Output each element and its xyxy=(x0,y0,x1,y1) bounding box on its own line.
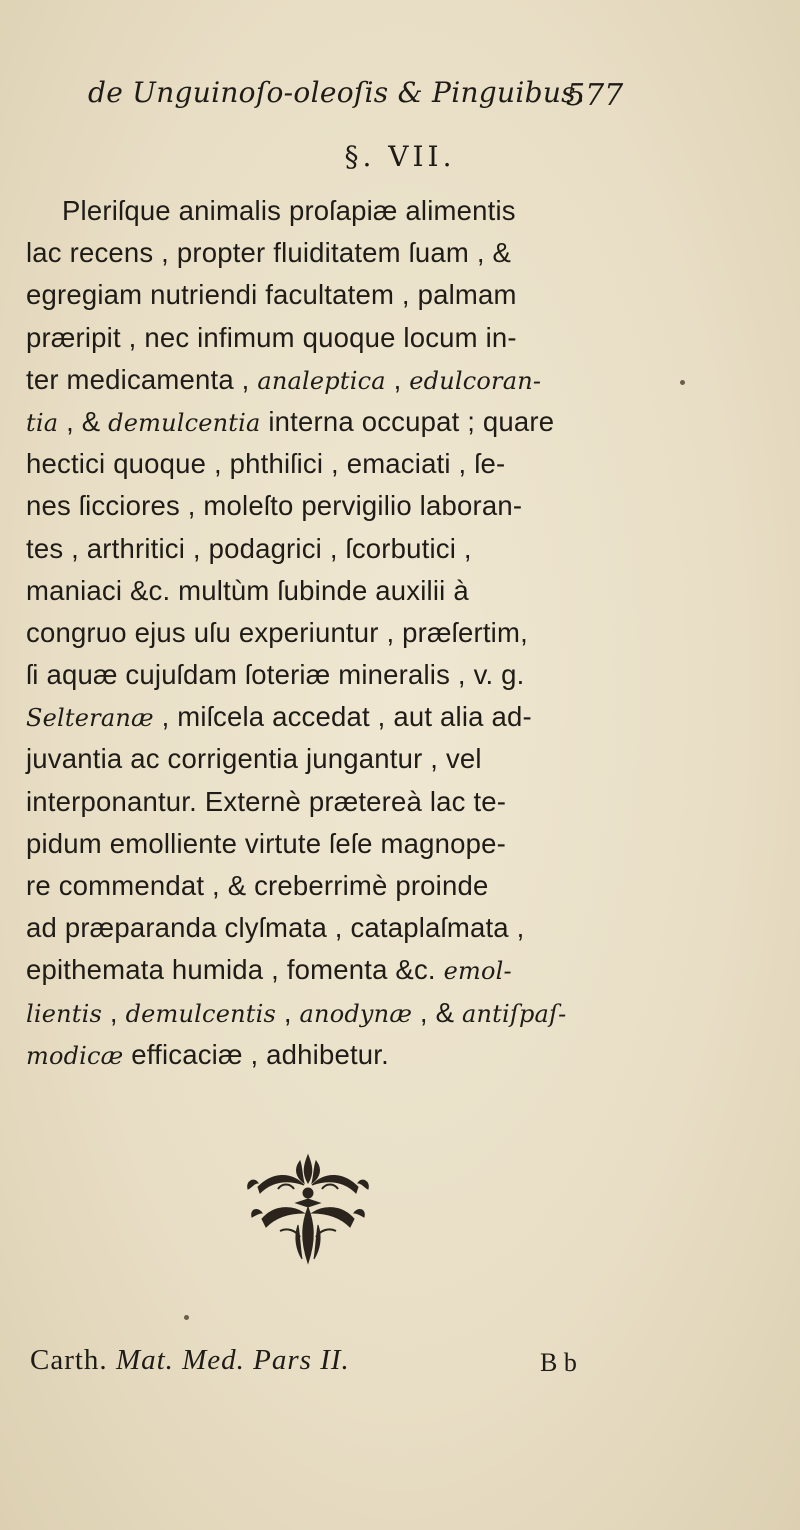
text-line xyxy=(26,570,666,612)
text-segment: , xyxy=(385,363,410,395)
italic-term: tia xyxy=(26,408,59,437)
text-line xyxy=(26,823,666,865)
text-line xyxy=(26,485,666,527)
paper-speck xyxy=(680,380,685,385)
text-segment: epithemata humida , fomenta &c. xyxy=(26,954,444,986)
text-line xyxy=(26,738,666,780)
floral-tailpiece-ornament-icon xyxy=(238,1147,378,1277)
text-line xyxy=(26,232,666,274)
text-segment: re commendat , & creberrimè proinde xyxy=(26,870,489,901)
text-line xyxy=(26,781,666,823)
italic-term: demulcentis xyxy=(125,999,276,1028)
text-segment: nes ſicciores , moleſto pervigilio laboran- xyxy=(26,490,523,522)
signature-author: Carth. xyxy=(30,1344,108,1376)
text-segment: Pleriſque animalis proſapiæ alimentis xyxy=(62,195,516,226)
italic-term: edulcoran- xyxy=(409,366,542,395)
italic-term: modicæ xyxy=(26,1041,124,1070)
text-line xyxy=(26,612,666,654)
text-segment: egregiam nutriendi facultatem , palmam xyxy=(26,279,517,311)
italic-term: antiſpaſ- xyxy=(462,999,567,1028)
text-segment: lac recens , propter fluiditatem ſuam , & xyxy=(26,237,512,269)
text-line xyxy=(26,274,666,316)
page-header xyxy=(88,72,648,122)
italic-term: analeptica xyxy=(257,366,386,395)
text-segment: maniaci &c. multùm ſubinde auxilii à xyxy=(26,574,469,606)
paper-speck xyxy=(184,1315,189,1320)
signature-title xyxy=(30,1344,350,1377)
text-segment: , xyxy=(276,996,300,1028)
text-segment: hectici quoque , phthiſici , emaciati , ſe- xyxy=(26,448,506,480)
text-line xyxy=(26,1034,666,1076)
text-segment: ad præparanda clyſmata , cataplaſmata , xyxy=(26,912,525,944)
text-segment: pidum emolliente virtute ſeſe magnope- xyxy=(26,827,506,859)
section-heading: §. VII. xyxy=(344,140,456,173)
text-segment: congruo ejus uſu experiuntur , præſertim, xyxy=(26,616,528,648)
text-segment: præripit , nec infimum quoque locum in- xyxy=(26,321,517,353)
text-line xyxy=(26,401,666,443)
text-line xyxy=(26,696,666,738)
text-line xyxy=(26,907,666,949)
signature-mark: B b xyxy=(540,1348,577,1377)
text-line xyxy=(26,190,666,232)
text-line xyxy=(26,317,666,359)
text-segment: interponantur. Externè prætereà lac te- xyxy=(26,785,507,817)
italic-term: demulcentia xyxy=(108,408,261,437)
running-title: de Unguinoſo-oleoſis & Pinguibus. xyxy=(88,76,586,109)
text-line xyxy=(26,865,666,907)
text-segment: , & xyxy=(412,996,462,1028)
signature-line xyxy=(30,1338,630,1388)
body-paragraph xyxy=(26,190,666,1076)
signature-work: Mat. Med. Pars II. xyxy=(115,1344,350,1376)
text-line xyxy=(26,443,666,485)
text-segment: interna occupat ; quare xyxy=(260,405,555,437)
text-line xyxy=(26,654,666,696)
italic-term: anodynæ xyxy=(299,999,413,1028)
text-segment: juvantia ac corrigentia jungantur , vel xyxy=(26,743,482,775)
text-segment: tes , arthritici , podagrici , ſcorbutici , xyxy=(26,532,472,564)
text-line xyxy=(26,528,666,570)
text-segment: ter medicamenta , xyxy=(26,363,258,395)
text-segment: , miſcela accedat , aut alia ad- xyxy=(153,701,532,733)
text-segment: , & xyxy=(58,405,109,437)
text-line xyxy=(26,949,666,991)
text-segment: efficaciæ , adhibetur. xyxy=(123,1038,389,1070)
italic-term: lientis xyxy=(26,999,103,1028)
italic-term: Selteranæ xyxy=(26,704,154,733)
page-number: 577 xyxy=(566,78,624,113)
text-line xyxy=(26,992,666,1034)
text-segment: , xyxy=(102,996,126,1028)
text-line xyxy=(26,359,666,401)
text-segment: ſi aquæ cujuſdam ſoteriæ mineralis , v. g. xyxy=(26,659,525,691)
italic-term: emol- xyxy=(443,957,512,986)
